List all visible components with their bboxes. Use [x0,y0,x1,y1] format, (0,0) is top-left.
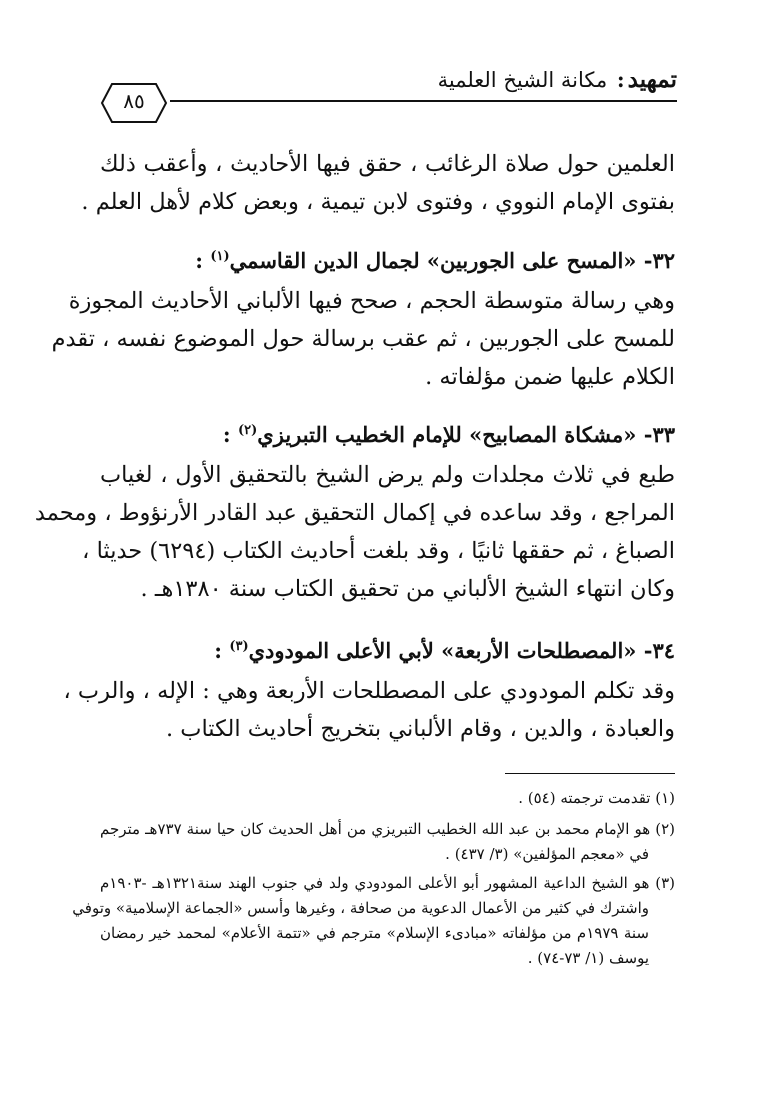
page-number-badge [100,82,168,124]
text-line: طبع في ثلاث مجلدات ولم يرض الشيخ بالتحقيق الأول ، لغياب [100,462,675,488]
text-line: بفتوى الإمام النووي ، وفتوى لابن تيمية ، وبعض كلام لأهل العلم . [81,189,675,215]
footnote-rule [505,773,675,774]
text-line: وكان انتهاء الشيخ الألباني من تحقيق الكتاب سنة ١٣٨٠هـ . [140,576,675,602]
footnote-3-cont: واشترك في كثير من الأعمال الدعوية من صحافة ، وغيرها وأسس «الجماعة الإسلامية» وتوفي [72,899,649,917]
text-line: للمسح على الجوربين ، ثم عقب برسالة حول الموضوع نفسه ، تقدم [51,326,675,352]
footnote-3-cont: يوسف (١/ ٧٣-٧٤) . [527,949,649,967]
item-32 [51,240,675,396]
footnote-2: (٢) هو الإمام محمد بن عبد الله الخطيب التبريزي من أهل الحديث كان حيا سنة ٧٣٧هـ مترجم [100,820,675,838]
paragraph-continuation [81,145,675,221]
text-line: المراجع ، وقد ساعده في إكمال التحقيق عبد القادر الأرنؤوط ، ومحمد [34,500,675,526]
text-line: وقد تكلم المودودي على المصطلحات الأربعة وهي : الإله ، والرب ، [63,678,675,704]
page-number: ٨٥ [123,89,145,113]
item-34 [63,630,675,748]
text-line: الصباغ ، ثم حققها ثانيًا ، وقد بلغت أحاديث الكتاب (٦٢٩٤) حديثا ، [82,538,675,564]
item-33 [34,414,675,608]
header-rule [170,100,677,102]
footnote-ref: (٣) [229,639,249,654]
section-title: مكانة الشيخ العلمية [437,68,608,92]
footnote-ref: (١) [210,249,230,264]
item-heading: ٣٤- «المصطلحات الأربعة» لأبي الأعلى المودودي$^{(٣)}$ : [214,638,675,663]
text-line: وهي رسالة متوسطة الحجم ، صحح فيها الألباني الأحاديث المجوزة [68,288,675,314]
chapter-label: تمهيد [627,66,677,93]
text-line: الكلام عليها ضمن مؤلفاته . [425,364,675,390]
text-line: العلمين حول صلاة الرغائب ، حقق فيها الأحاديث ، وأعقب ذلك [100,151,675,177]
footnote-3: (٣) هو الشيخ الداعية المشهور أبو الأعلى المودودي ولد في جنوب الهند سنة١٣٢١هـ -١٩٠٣م [100,874,675,892]
footnote-3-cont: سنة ١٩٧٩م من مؤلفاته «مبادىء الإسلام» مترجم في «تتمة الأعلام» لمحمد خير رمضان [100,924,649,942]
footnotes [72,786,675,971]
footnote-ref: (٢) [238,423,258,438]
text-line: والعبادة ، والدين ، وقام الألباني بتخريج أحاديث الكتاب . [165,716,675,742]
footnote-2-cont: في «معجم المؤلفين» (٣/ ٤٣٧) . [445,845,649,863]
item-heading: ٣٣- «مشكاة المصابيح» للإمام الخطيب التبريزي$^{(٢)}$ : [222,422,675,447]
header-separator: : [616,67,625,92]
item-heading: ٣٢- «المسح على الجوربين» لجمال الدين القاسمي$^{(١)}$ : [195,248,675,273]
footnote-1: (١) تقدمت ترجمته (٥٤) . [518,789,675,807]
